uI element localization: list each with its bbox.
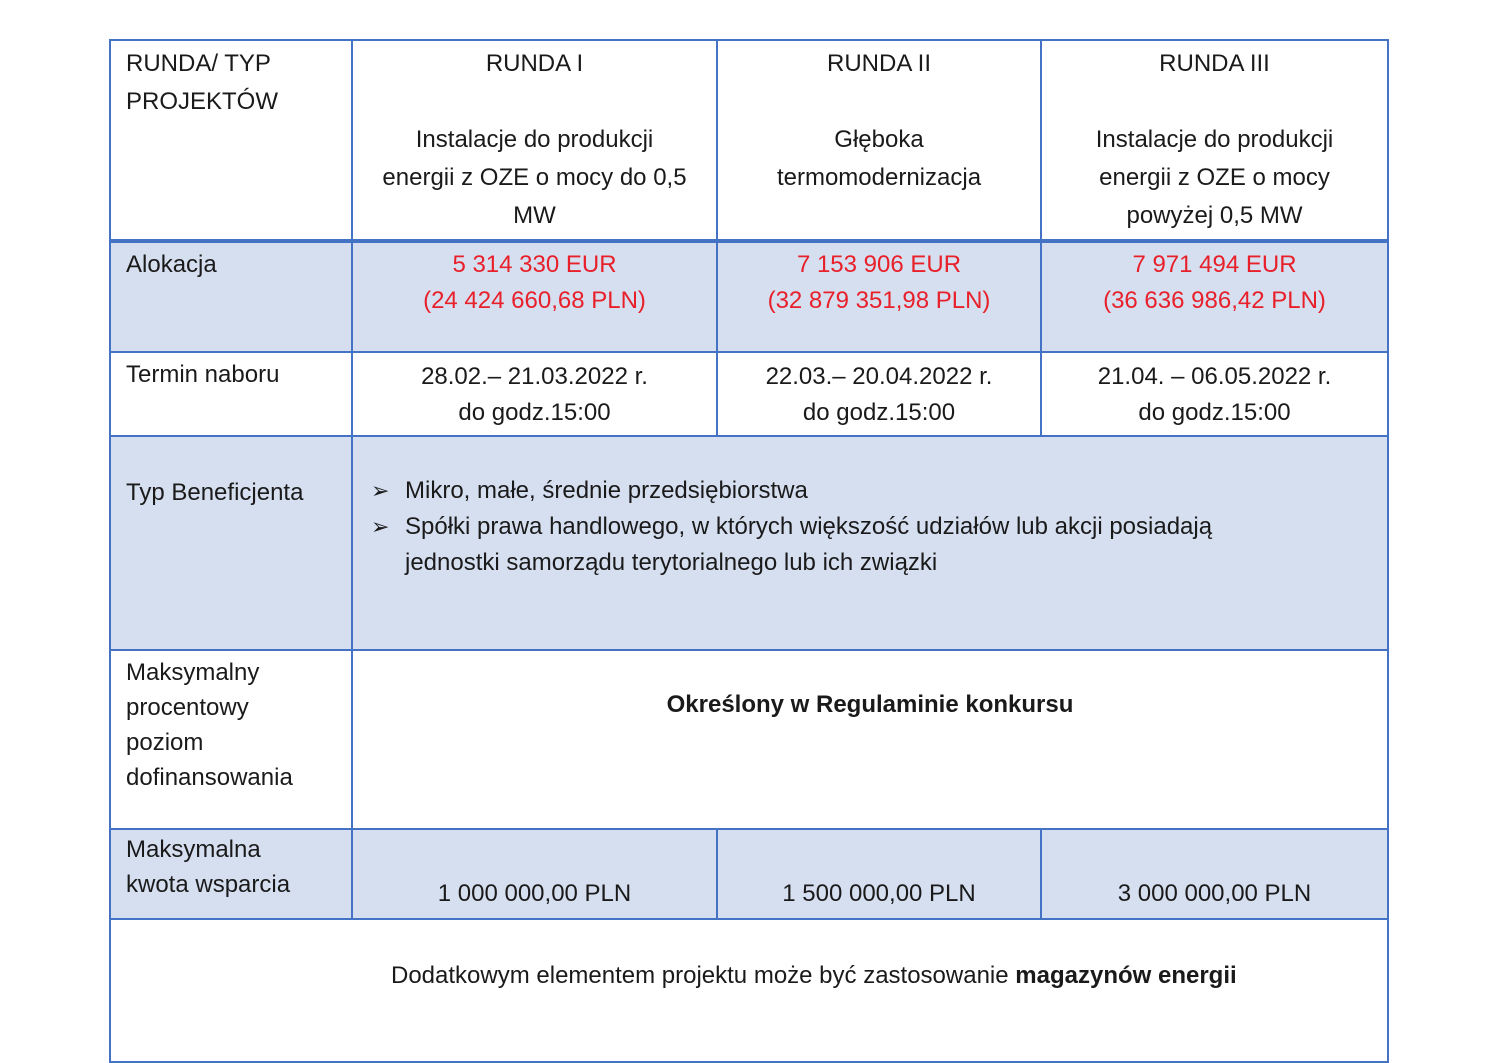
allocation-eur: 5 314 330 EUR bbox=[452, 251, 617, 278]
round-1-description: Instalacje do produkcji energii z OZE o mocy do 0,5 MW bbox=[382, 126, 687, 229]
max-percent-label: Maksymalny procentowy poziom dofinansowania bbox=[110, 650, 352, 829]
allocation-eur: 7 153 906 EUR bbox=[796, 251, 962, 278]
header-round-2-cell bbox=[717, 40, 1041, 241]
beneficiary-item bbox=[371, 509, 1387, 581]
max-amount-round-2: 1 500 000,00 PLN bbox=[717, 829, 1041, 919]
max-amount-round-3: 3 000 000,00 PLN bbox=[1041, 829, 1388, 919]
max-amount-round-1: 1 000 000,00 PLN bbox=[352, 829, 717, 919]
deadline-time: do godz.15:00 bbox=[802, 399, 956, 426]
allocation-pln: (36 636 986,42 PLN) bbox=[1103, 287, 1326, 314]
max-amount-row bbox=[110, 829, 1388, 919]
note-text: Dodatkowym elementem projektu może być zastosowanie bbox=[391, 962, 1016, 989]
note-row bbox=[110, 919, 1388, 1062]
round-2-title: RUNDA II bbox=[826, 50, 931, 77]
deadline-label: Termin naboru bbox=[110, 352, 352, 436]
round-2-description: Głęboka termomodernizacja bbox=[776, 126, 982, 191]
note-bold-text: magazynów energii bbox=[1015, 962, 1237, 989]
allocation-pln: (24 424 660,68 PLN) bbox=[423, 287, 646, 314]
deadline-dates: 22.03.– 20.04.2022 r. bbox=[765, 363, 993, 390]
note-cell bbox=[110, 919, 1388, 1062]
deadline-time: do godz.15:00 bbox=[458, 399, 611, 426]
allocation-row bbox=[110, 241, 1388, 352]
max-percent-row bbox=[110, 650, 1388, 829]
deadline-round-2 bbox=[717, 352, 1041, 436]
deadline-time: do godz.15:00 bbox=[1138, 399, 1291, 426]
beneficiary-list bbox=[353, 437, 1387, 581]
allocation-round-1 bbox=[352, 241, 717, 352]
beneficiary-item-text: Spółki prawa handlowego, w których większość udziałów lub akcji posiadają jednostki samorządu terytorialnego lub ich związki bbox=[405, 513, 1213, 576]
deadline-dates: 21.04. – 06.05.2022 r. bbox=[1097, 363, 1332, 390]
arrow-bullet-icon: ➢ bbox=[371, 478, 390, 503]
deadline-round-3 bbox=[1041, 352, 1388, 436]
header-round-3-cell bbox=[1041, 40, 1388, 241]
allocation-label: Alokacja bbox=[110, 241, 352, 352]
deadline-round-1 bbox=[352, 352, 717, 436]
deadline-row bbox=[110, 352, 1388, 436]
beneficiary-item-text: Mikro, małe, średnie przedsiębiorstwa bbox=[405, 477, 808, 504]
funding-rounds-table bbox=[109, 39, 1389, 1063]
round-3-title: RUNDA III bbox=[1159, 50, 1270, 77]
beneficiary-label: Typ Beneficjenta bbox=[110, 436, 352, 650]
header-label-cell bbox=[110, 40, 352, 241]
allocation-round-3 bbox=[1041, 241, 1388, 352]
round-1-title: RUNDA I bbox=[485, 50, 584, 77]
beneficiary-item bbox=[371, 473, 1387, 509]
funding-table-container bbox=[109, 39, 1387, 989]
header-row bbox=[110, 40, 1388, 241]
max-amount-label: Maksymalna kwota wsparcia bbox=[110, 829, 352, 919]
beneficiary-list-cell bbox=[352, 436, 1388, 650]
arrow-bullet-icon: ➢ bbox=[371, 514, 390, 539]
beneficiary-row bbox=[110, 436, 1388, 650]
header-label: RUNDA/ TYP PROJEKTÓW bbox=[126, 50, 279, 115]
allocation-round-2 bbox=[717, 241, 1041, 352]
allocation-pln: (32 879 351,98 PLN) bbox=[767, 287, 991, 314]
max-percent-value: Określony w Regulaminie konkursu bbox=[352, 650, 1388, 829]
round-3-description: Instalacje do produkcji energii z OZE o mocy powyżej 0,5 MW bbox=[1095, 126, 1334, 229]
deadline-dates: 28.02.– 21.03.2022 r. bbox=[421, 363, 648, 390]
allocation-eur: 7 971 494 EUR bbox=[1132, 251, 1297, 278]
header-round-1-cell bbox=[352, 40, 717, 241]
